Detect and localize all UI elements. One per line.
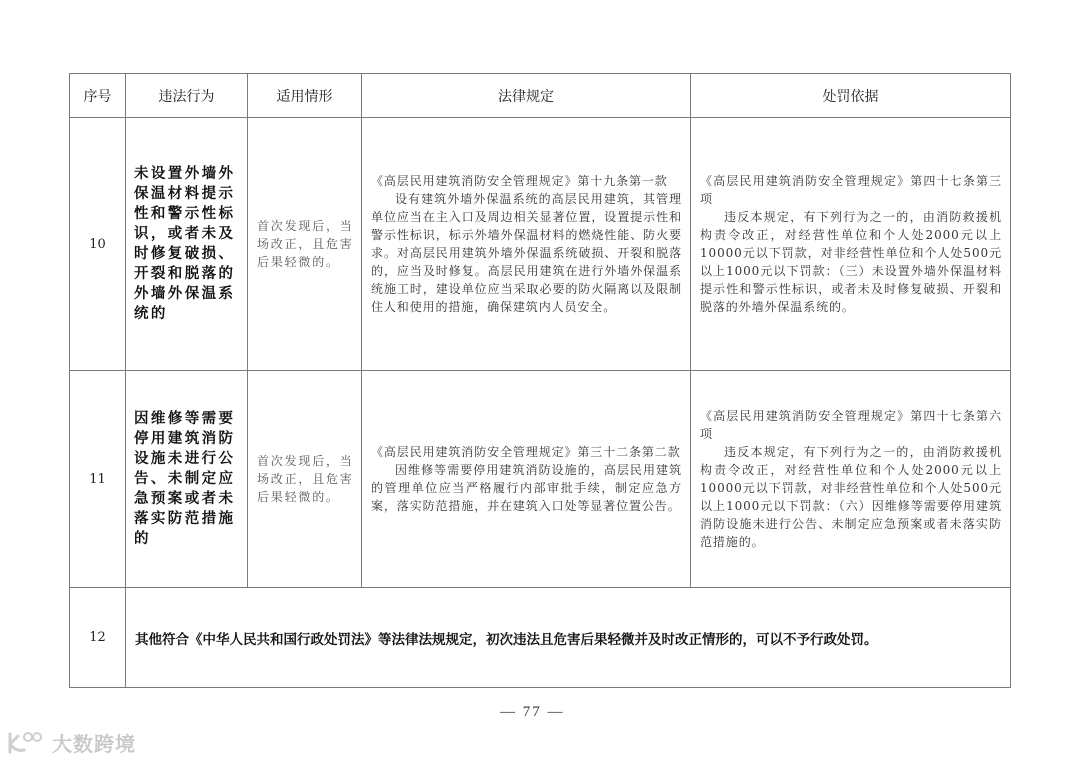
page-number: — 77 — <box>500 704 565 720</box>
header-serial-number: 序号 <box>70 74 126 118</box>
table-row <box>70 371 1011 588</box>
legal-provision-reference: 《高层民用建筑消防安全管理规定》第三十二条第二款 <box>371 445 681 459</box>
penalty-basis-cell <box>691 371 1011 588</box>
penalty-basis-body: 违反本规定，有下列行为之一的，由消防救援机构责令改正，对经营性单位和个人处2000元以上10000元以下罚款，对非经营性单位和个人处500元以上1000元以下罚款：（三）未设置外墙外保温材料提示性和警示性标识，或者未及时修复破损、开裂和脱落的外墙外保温系统的。 <box>700 210 1002 314</box>
watermark <box>6 728 136 757</box>
situation-cell: 首次发现后，当场改正，且危害后果轻微的。 <box>248 371 362 588</box>
header-penalty-basis: 处罚依据 <box>691 74 1011 118</box>
penalty-basis-body: 违反本规定，有下列行为之一的，由消防救援机构责令改正，对经营性单位和个人处2000元以上10000元以下罚款，对非经营性单位和个人处500元以上1000元以下罚款：（六）因维修等需要停用建筑消防设施未进行公告、未制定应急预案或者未落实防范措施的。 <box>700 445 1002 549</box>
legal-provision-reference: 《高层民用建筑消防安全管理规定》第十九条第一款 <box>371 174 668 188</box>
table-header-row <box>70 74 1011 118</box>
row-number: 12 <box>70 588 126 688</box>
table-row <box>70 118 1011 371</box>
legal-provision-body: 设有建筑外墙外保温系统的高层民用建筑，其管理单位应当在主入口及周边相关显著位置，设置提示性和警示性标识，标示外墙外保温材料的燃烧性能、防火要求。对高层民用建筑外墙外保温系统破损、开裂和脱落的，应当及时修复。高层民用建筑在进行外墙外保温系统施工时，建设单位应当采取必要的防火隔离以及限制住人和使用的措施，确保建筑内人员安全。 <box>371 192 682 314</box>
watermark-text: 大数跨境 <box>52 732 136 756</box>
situation-cell: 首次发现后，当场改正，且危害后果轻微的。 <box>248 118 362 371</box>
penalty-exemption-table <box>69 73 1011 688</box>
summary-note-cell: 其他符合《中华人民共和国行政处罚法》等法律法规规定，初次违法且危害后果轻微并及时改正情形的，可以不予行政处罚。 <box>126 588 1011 688</box>
row-number: 10 <box>70 118 126 371</box>
header-legal-provision: 法律规定 <box>362 74 691 118</box>
row-number: 11 <box>70 371 126 588</box>
legal-provision-cell <box>362 371 691 588</box>
violation-cell: 因维修等需要停用建筑消防设施未进行公告、未制定应急预案或者未落实防范措施的 <box>126 371 248 588</box>
header-situation: 适用情形 <box>248 74 362 118</box>
violation-cell: 未设置外墙外保温材料提示性和警示性标识，或者未及时修复破损、开裂和脱落的外墙外保温系统的 <box>126 118 248 371</box>
penalty-basis-reference: 《高层民用建筑消防安全管理规定》第四十七条第三项 <box>700 174 1002 206</box>
legal-provision-body: 因维修等需要停用建筑消防设施的，高层民用建筑的管理单位应当严格履行内部审批手续，制定应急方案，落实防范措施，并在建筑入口处等显著位置公告。 <box>371 463 682 513</box>
kdd-logo-icon <box>6 730 46 756</box>
summary-row <box>70 588 1011 688</box>
header-violation: 违法行为 <box>126 74 248 118</box>
legal-provision-cell <box>362 118 691 371</box>
penalty-basis-cell <box>691 118 1011 371</box>
penalty-basis-reference: 《高层民用建筑消防安全管理规定》第四十七条第六项 <box>700 409 1002 441</box>
